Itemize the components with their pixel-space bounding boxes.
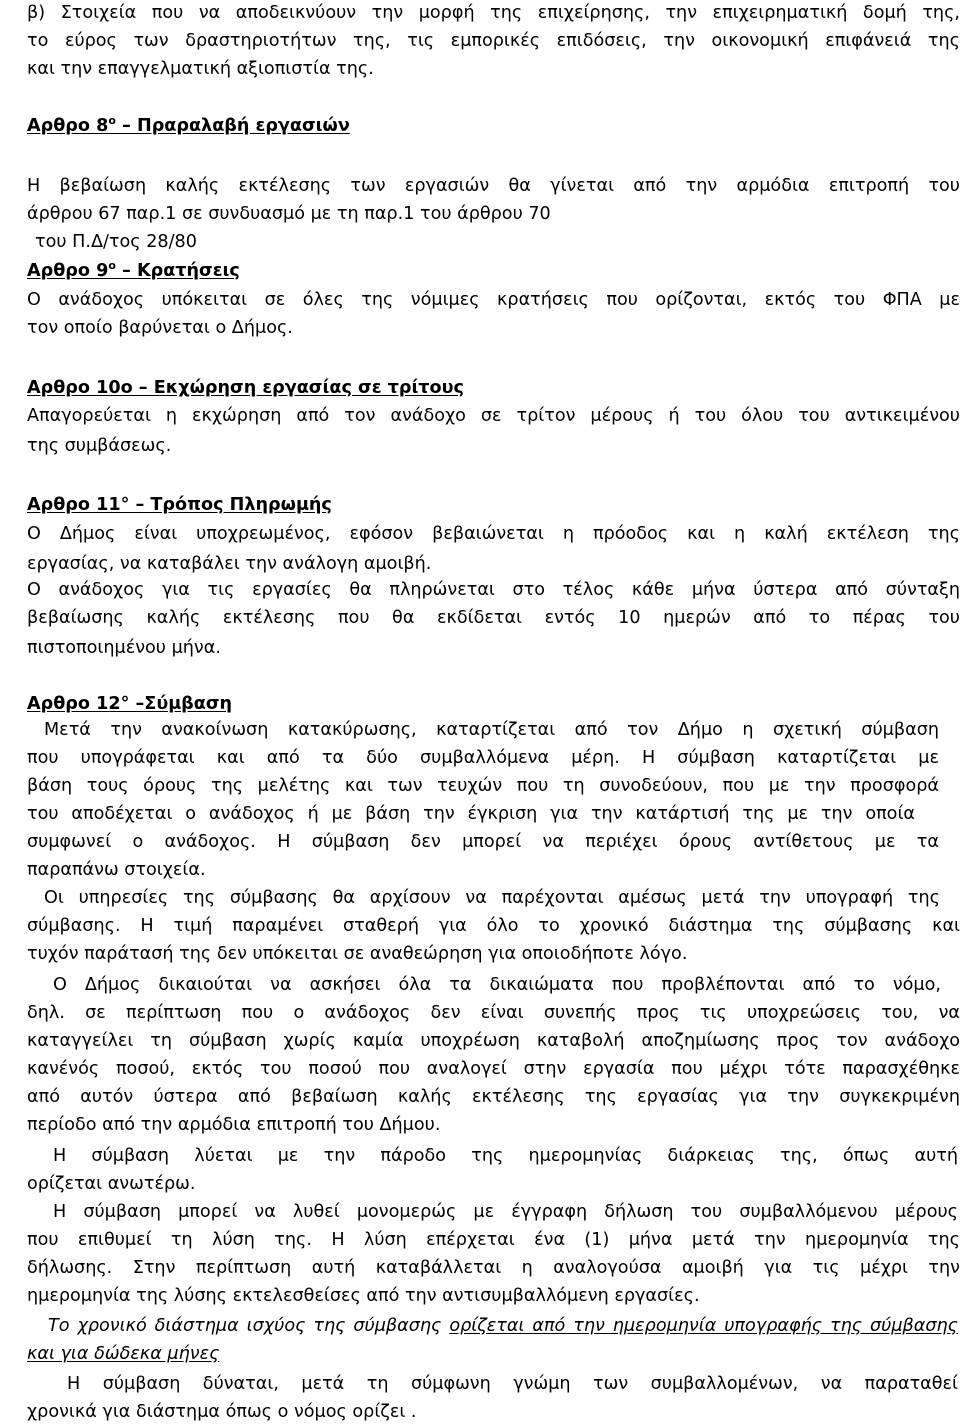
text-line: από αυτόν ύστερα από βεβαίωση καλής εκτέλεσης της εργασίας για την συγκεκριμένη	[27, 1087, 960, 1107]
text-line: Ο Δήμος δικαιούται να ασκήσει όλα τα δικαιώματα που προβλέπονται από το νόμο,	[53, 975, 941, 995]
text-line: Η σύμβαση μπορεί να λυθεί μονομερώς με έγγραφη δήλωση του συμβαλλόμενου μέρους	[53, 1202, 958, 1222]
text-line: παραπάνω στοιχεία.	[27, 860, 206, 880]
text-line: Ο ανάδοχος για τις εργασίες θα πληρώνεται στο τέλος κάθε μήνα ύστερα από σύνταξη	[27, 580, 960, 600]
text-line: βεβαίωσης καλής εκτέλεσης που θα εκδίδεται εντός 10 ημερών από το πέρας του	[27, 608, 960, 628]
text-line: β) Στοιχεία που να αποδεικνύουν την μορφή της επιχείρησης, την επιχειρηματική δομή της,	[27, 3, 960, 23]
text-line: τον οποίο βαρύνεται ο Δήμος.	[27, 318, 293, 338]
text-line: περίοδο από την αρμόδια επιτροπή του Δήμου.	[27, 1115, 441, 1135]
text-line: του αποδέχεται ο ανάδοχος ή με βάση την έγκριση για την κατάρτισή της με την οποία	[27, 804, 915, 824]
text-line: της συμβάσεως.	[27, 436, 172, 456]
text-line: βάση τους όρους της μελέτης και των τευχών που τη συνοδεύουν, που με την προσφορά	[27, 776, 939, 796]
text-line: καταγγείλει τη σύμβαση χωρίς καμία υποχρέωση καταβολή αποζημίωσης προς τον ανάδοχο	[27, 1031, 960, 1051]
text-line: Οι υπηρεσίες της σύμβασης θα αρχίσουν να παρέχονται αμέσως μετά την υπογραφή της	[44, 888, 940, 908]
article-8-heading: Αρθρο $8^o$ – Πραραλαβή εργασιών	[27, 114, 350, 136]
article-11-heading: Αρθρο 11° – Τρόπος Πληρωμής	[27, 495, 332, 515]
text-line: πιστοποιημένου μήνα.	[27, 638, 221, 658]
contract-duration-line: Το χρονικό διάστημα ισχύος της σύμβασης ορίζεται από την ημερομηνία υπογραφής της σύμβασης	[48, 1316, 958, 1336]
text-line: συμφωνεί ο ανάδοχος. Η σύμβαση δεν μπορεί να περιέχει όρους αντίθετους με τα	[27, 832, 939, 852]
text-line: Ο Δήμος είναι υποχρεωμένος, εφόσον βεβαιώνεται η πρόοδος και η καλή εκτέλεση της	[27, 524, 960, 544]
text-line: εργασίας, να καταβάλει την ανάλογη αμοιβή.	[27, 554, 432, 574]
text-line: ορίζεται ανωτέρω.	[27, 1174, 196, 1194]
text-line: τυχόν παράτασή της δεν υπόκειται σε αναθεώρηση για οποιοδήποτε λόγο.	[27, 944, 688, 964]
text-line: κανένός ποσού, εκτός του ποσού που αναλογεί στην εργασία που μέχρι τότε παρασχέθηκε	[27, 1059, 960, 1079]
text-line: που υπογράφεται και από τα δύο συμβαλλόμενα μέρη. Η σύμβαση καταρτίζεται με	[27, 748, 939, 768]
article-10-heading: Αρθρο 10ο – Εκχώρηση εργασίας σε τρίτους	[27, 378, 464, 398]
text-line: άρθρου 67 παρ.1 σε συνδυασμό με τη παρ.1 του άρθρου 70	[27, 204, 551, 224]
article-12-heading: Αρθρο 12° –Σύμβαση	[27, 694, 233, 714]
text-line: Μετά την ανακοίνωση κατακύρωσης, καταρτίζεται από τον Δήμο η σχετική σύμβαση	[44, 720, 939, 740]
text-line: δήλωσης. Στην περίπτωση αυτή καταβάλλεται η αναλογούσα αμοιβή για τις μέχρι την	[27, 1258, 960, 1278]
text-line: του Π.Δ/τος 28/80	[35, 232, 197, 252]
text-line: Η σύμβαση δύναται, μετά τη σύμφωνη γνώμη των συμβαλλομένων, να παραταθεί	[67, 1374, 958, 1394]
article-9-heading: Αρθρο $9^o$ – Κρατήσεις	[27, 259, 240, 281]
text-line: το εύρος των δραστηριοτήτων της, τις εμπορικές επιδόσεις, την οικονομική επιφάνειά της	[27, 31, 960, 51]
text-line: Ο ανάδοχος υπόκειται σε όλες της νόμιμες κρατήσεις που ορίζονται, εκτός του ΦΠΑ με	[27, 290, 960, 310]
text-line: Η σύμβαση λύεται με την πάροδο της ημερομηνίας διάρκειας της, όπως αυτή	[53, 1146, 958, 1166]
text-line: ημερομηνία της λύσης εκτελεσθείσες από την αντισυμβαλλόμενη εργασίες.	[27, 1286, 700, 1306]
text-line: Η βεβαίωση καλής εκτέλεσης των εργασιών θα γίνεται από την αρμόδια επιτροπή του	[27, 176, 960, 196]
text-line: που επιθυμεί τη λύση της. Η λύση επέρχεται ένα (1) μήνα μετά την ημερομηνία της	[27, 1230, 960, 1250]
contract-duration-line-end: και για δώδεκα μήνες	[27, 1344, 220, 1364]
text-line: σύμβασης. Η τιμή παραμένει σταθερή για όλο το χρονικό διάστημα της σύμβασης και	[27, 916, 960, 936]
text-line: χρονικά για διάστημα όπως ο νόμος ορίζει .	[27, 1402, 417, 1422]
text-line: Απαγορεύεται η εκχώρηση από τον ανάδοχο σε τρίτον μέρους ή του όλου του αντικειμένου	[27, 406, 960, 426]
text-line: δηλ. σε περίπτωση που ο ανάδοχος δεν είναι συνεπής προς τις υποχρεώσεις του, να	[27, 1003, 960, 1023]
text-line: και την επαγγελματική αξιοπιστία της.	[27, 59, 374, 79]
